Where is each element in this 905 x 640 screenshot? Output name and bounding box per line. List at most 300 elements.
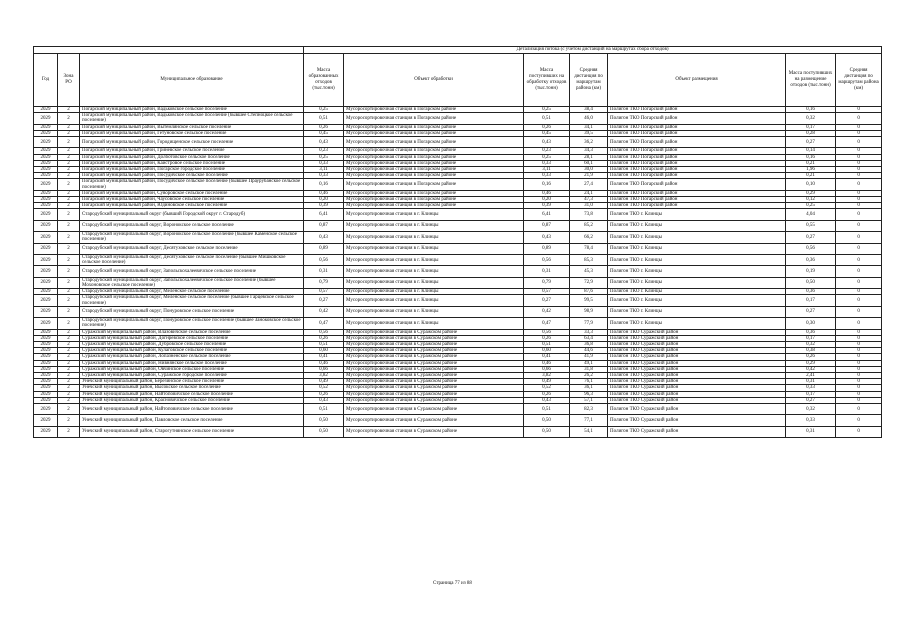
cell-municipality: Погарский муниципальный район, Погарское городское поселение — [80, 167, 304, 173]
cell-mass-generated: 0,20 — [304, 197, 344, 203]
cell-distance-processing: 82,3 — [570, 404, 608, 415]
cell-zone: 2 — [58, 255, 80, 266]
cell-placement-object: Полигон ТКО г. Клинцы — [608, 243, 786, 254]
cell-distance-placement: 0 — [836, 348, 882, 354]
cell-mass-generated: 0,26 — [304, 124, 344, 130]
cell-mass-placement: 0,21 — [786, 160, 836, 166]
cell-year: 2029 — [34, 160, 58, 166]
cell-distance-processing: 44,6 — [570, 348, 608, 354]
cell-mass-processing: 0,16 — [524, 179, 570, 190]
cell-year: 2029 — [34, 209, 58, 220]
cell-processing-object: Мусоросортировочная станция в Суражском районе — [344, 385, 524, 391]
cell-municipality: Погарский муниципальный район, Гриневское сельское поселение — [80, 148, 304, 154]
table-row — [34, 255, 882, 266]
cell-mass-generated: 0,33 — [304, 160, 344, 166]
cell-mass-generated: 0,25 — [304, 107, 344, 113]
cell-year: 2029 — [34, 154, 58, 160]
cell-year: 2029 — [34, 203, 58, 209]
cell-processing-object: Мусоросортировочная станция в Погарском районе — [344, 148, 524, 154]
cell-zone: 2 — [58, 124, 80, 130]
cell-placement-object: Полигон ТКО Погарский район — [608, 190, 786, 196]
cell-distance-processing: 24,1 — [570, 190, 608, 196]
table-row — [34, 415, 882, 426]
cell-mass-generated: 0,52 — [304, 385, 344, 391]
cell-mass-generated: 0,51 — [304, 342, 344, 348]
cell-distance-placement: 0 — [836, 167, 882, 173]
cell-distance-placement: 0 — [836, 306, 882, 317]
cell-municipality: Погарский муниципальный район, Долботовское сельское поселение — [80, 154, 304, 160]
cell-distance-placement: 0 — [836, 426, 882, 437]
cell-placement-object: Полигон ТКО Суражский район — [608, 415, 786, 426]
cell-mass-generated: 0,46 — [304, 190, 344, 196]
cell-zone: 2 — [58, 148, 80, 154]
table-row — [34, 306, 882, 317]
cell-zone: 2 — [58, 220, 80, 231]
banner-spacer — [34, 47, 304, 54]
cell-processing-object: Мусоросортировочная станция в Суражском районе — [344, 404, 524, 415]
cell-municipality: Унечский муниципальный район, Высокское сельское поселение — [80, 385, 304, 391]
cell-year: 2029 — [34, 173, 58, 179]
cell-distance-placement: 0 — [836, 197, 882, 203]
cell-distance-placement: 0 — [836, 335, 882, 341]
cell-distance-processing: 46,0 — [570, 113, 608, 124]
cell-zone: 2 — [58, 348, 80, 354]
cell-mass-placement: 0,17 — [786, 335, 836, 341]
cell-placement-object: Полигон ТКО Погарский район — [608, 179, 786, 190]
cell-municipality: Погарский муниципальный район, Юдиновское сельское поселение — [80, 203, 304, 209]
cell-zone: 2 — [58, 426, 80, 437]
cell-processing-object: Мусоросортировочная станция в Погарском районе — [344, 113, 524, 124]
cell-zone: 2 — [58, 232, 80, 243]
cell-zone: 2 — [58, 209, 80, 220]
cell-mass-processing: 3,11 — [524, 167, 570, 173]
cell-mass-generated: 0,57 — [304, 289, 344, 295]
cell-mass-generated: 0,66 — [304, 366, 344, 372]
table-row — [34, 220, 882, 231]
cell-municipality: Унечский муниципальный район, Найтоповичское сельское поселение — [80, 404, 304, 415]
cell-distance-processing: 85,2 — [570, 220, 608, 231]
cell-year: 2029 — [34, 415, 58, 426]
cell-distance-processing: 96,3 — [570, 391, 608, 397]
cell-zone: 2 — [58, 318, 80, 329]
cell-processing-object: Мусоросортировочная станция в Суражском районе — [344, 348, 524, 354]
header-mass-placement: Масса поступивших на размещение отходов (тыс.тонн) — [786, 54, 836, 107]
cell-mass-placement: 0,42 — [786, 366, 836, 372]
cell-mass-processing: 0,25 — [524, 154, 570, 160]
cell-distance-processing: 77,1 — [570, 415, 608, 426]
cell-distance-placement: 0 — [836, 232, 882, 243]
cell-distance-placement: 0 — [836, 289, 882, 295]
cell-mass-processing: 0,46 — [524, 360, 570, 366]
cell-processing-object: Мусоросортировочная станция в Суражском районе — [344, 379, 524, 385]
cell-mass-generated: 0,26 — [304, 335, 344, 341]
cell-municipality: Погарский муниципальный район, Гетуновское сельское поселение — [80, 130, 304, 136]
cell-distance-processing: 54,1 — [570, 426, 608, 437]
cell-distance-placement: 0 — [836, 379, 882, 385]
cell-mass-generated: 0,23 — [304, 148, 344, 154]
cell-distance-processing: 36,1 — [570, 385, 608, 391]
cell-year: 2029 — [34, 404, 58, 415]
cell-mass-processing: 0,46 — [524, 190, 570, 196]
cell-mass-processing: 0,50 — [524, 415, 570, 426]
cell-placement-object: Полигон ТКО Суражский район — [608, 366, 786, 372]
cell-year: 2029 — [34, 130, 58, 136]
header-row — [34, 54, 882, 107]
cell-distance-placement: 0 — [836, 397, 882, 403]
cell-mass-processing: 0,42 — [524, 306, 570, 317]
table-row — [34, 243, 882, 254]
cell-mass-processing: 0,56 — [524, 329, 570, 335]
cell-year: 2029 — [34, 289, 58, 295]
cell-placement-object: Полигон ТКО Суражский район — [608, 426, 786, 437]
cell-placement-object: Полигон ТКО Суражский район — [608, 329, 786, 335]
cell-municipality: Погарский муниципальный район, Городищенское сельское поселение — [80, 137, 304, 148]
cell-mass-generated: 0,87 — [304, 220, 344, 231]
cell-mass-processing: 0,26 — [524, 335, 570, 341]
cell-zone: 2 — [58, 306, 80, 317]
cell-distance-placement: 0 — [836, 354, 882, 360]
cell-distance-processing: 60,1 — [570, 160, 608, 166]
cell-mass-processing: 0,56 — [524, 255, 570, 266]
cell-processing-object: Мусоросортировочная станция в Суражском районе — [344, 373, 524, 379]
cell-mass-placement: 0,38 — [786, 348, 836, 354]
cell-municipality: Погарский муниципальный район, Каистровое сельское поселение — [80, 160, 304, 166]
cell-mass-processing: 0,49 — [524, 379, 570, 385]
cell-distance-processing: 66,2 — [570, 232, 608, 243]
cell-year: 2029 — [34, 366, 58, 372]
cell-placement-object: Полигон ТКО Суражский район — [608, 397, 786, 403]
cell-processing-object: Мусоросортировочная станция в Суражском районе — [344, 426, 524, 437]
cell-distance-placement: 0 — [836, 329, 882, 335]
cell-zone: 2 — [58, 366, 80, 372]
cell-mass-processing: 0,23 — [524, 148, 570, 154]
cell-mass-placement: 0,17 — [786, 391, 836, 397]
cell-year: 2029 — [34, 124, 58, 130]
cell-year: 2029 — [34, 243, 58, 254]
cell-zone: 2 — [58, 415, 80, 426]
cell-mass-placement: 0,12 — [786, 197, 836, 203]
cell-mass-processing: 0,51 — [524, 342, 570, 348]
cell-zone: 2 — [58, 329, 80, 335]
cell-mass-generated: 0,60 — [304, 348, 344, 354]
cell-distance-processing: 45,3 — [570, 266, 608, 277]
cell-processing-object: Мусоросортировочная станция в Суражском районе — [344, 354, 524, 360]
cell-zone: 2 — [58, 295, 80, 306]
cell-mass-processing: 0,45 — [524, 130, 570, 136]
cell-placement-object: Полигон ТКО Суражский район — [608, 391, 786, 397]
cell-distance-processing: 27,4 — [570, 179, 608, 190]
cell-year: 2029 — [34, 113, 58, 124]
cell-placement-object: Полигон ТКО Суражский район — [608, 335, 786, 341]
cell-municipality: Стародубский муниципальный округ, Меленское сельское поселение (бывшее Гарцевское сельское поселение) — [80, 295, 304, 306]
cell-placement-object: Полигон ТКО Погарский район — [608, 107, 786, 113]
cell-mass-placement: 0,19 — [786, 266, 836, 277]
cell-zone: 2 — [58, 404, 80, 415]
cell-distance-processing: 21,9 — [570, 173, 608, 179]
cell-placement-object: Полигон ТКО Погарский район — [608, 113, 786, 124]
cell-mass-placement: 0,55 — [786, 220, 836, 231]
cell-distance-processing: 77,9 — [570, 318, 608, 329]
cell-zone: 2 — [58, 243, 80, 254]
cell-distance-placement: 0 — [836, 415, 882, 426]
cell-mass-generated: 0,26 — [304, 391, 344, 397]
cell-distance-placement: 0 — [836, 154, 882, 160]
cell-mass-processing: 0,57 — [524, 289, 570, 295]
cell-year: 2029 — [34, 232, 58, 243]
cell-year: 2029 — [34, 397, 58, 403]
cell-mass-generated: 0,41 — [304, 354, 344, 360]
cell-zone: 2 — [58, 342, 80, 348]
cell-mass-processing: 0,27 — [524, 295, 570, 306]
header-zone: Зона РО — [58, 54, 80, 107]
cell-mass-generated: 0,43 — [304, 232, 344, 243]
cell-mass-generated: 3,82 — [304, 373, 344, 379]
cell-mass-processing: 3,82 — [524, 373, 570, 379]
cell-processing-object: Мусоросортировочная станция в Погарском районе — [344, 124, 524, 130]
cell-mass-processing: 0,51 — [524, 113, 570, 124]
cell-placement-object: Полигон ТКО Погарский район — [608, 173, 786, 179]
cell-distance-placement: 0 — [836, 124, 882, 130]
cell-zone: 2 — [58, 197, 80, 203]
cell-year: 2029 — [34, 379, 58, 385]
cell-distance-placement: 0 — [836, 137, 882, 148]
cell-zone: 2 — [58, 277, 80, 288]
cell-mass-placement: 0,21 — [786, 173, 836, 179]
cell-municipality: Суражский муниципальный район, Кулаговское сельское поселение — [80, 348, 304, 354]
cell-placement-object: Полигон ТКО Суражский район — [608, 385, 786, 391]
cell-year: 2029 — [34, 391, 58, 397]
table-row — [34, 209, 882, 220]
cell-processing-object: Мусоросортировочная станция в Погарском районе — [344, 197, 524, 203]
cell-mass-processing: 0,52 — [524, 385, 570, 391]
cell-municipality: Унечский муниципальный район, Старогутнянское сельское поселение — [80, 426, 304, 437]
cell-year: 2029 — [34, 360, 58, 366]
cell-processing-object: Мусоросортировочная станция в г. Клинцы — [344, 209, 524, 220]
cell-distance-placement: 0 — [836, 113, 882, 124]
cell-year: 2029 — [34, 167, 58, 173]
cell-placement-object: Полигон ТКО Суражский район — [608, 379, 786, 385]
cell-placement-object: Полигон ТКО Погарский район — [608, 197, 786, 203]
cell-municipality: Стародубский муниципальный округ, Меленское сельское поселение — [80, 289, 304, 295]
cell-zone: 2 — [58, 373, 80, 379]
cell-mass-placement: 0,28 — [786, 130, 836, 136]
cell-placement-object: Полигон ТКО г. Клинцы — [608, 220, 786, 231]
cell-distance-processing: 30,0 — [570, 167, 608, 173]
cell-distance-placement: 0 — [836, 255, 882, 266]
header-mass-generated: Масса образованных отходов (тыс.тонн) — [304, 54, 344, 107]
cell-mass-placement: 0,50 — [786, 277, 836, 288]
cell-processing-object: Мусоросортировочная станция в Погарском районе — [344, 167, 524, 173]
cell-municipality: Погарский муниципальный район, Вадьковское сельское поселение — [80, 107, 304, 113]
cell-distance-placement: 0 — [836, 277, 882, 288]
cell-placement-object: Полигон ТКО г. Клинцы — [608, 295, 786, 306]
cell-distance-processing: 85,3 — [570, 255, 608, 266]
cell-year: 2029 — [34, 426, 58, 437]
cell-processing-object: Мусоросортировочная станция в Суражском районе — [344, 342, 524, 348]
cell-zone: 2 — [58, 335, 80, 341]
cell-mass-placement: 1,96 — [786, 167, 836, 173]
cell-distance-processing: 34,1 — [570, 124, 608, 130]
cell-mass-placement: 0,17 — [786, 124, 836, 130]
header-mass-processing: Масса поступивших на обработку отходов (тыс.тонн) — [524, 54, 570, 107]
cell-distance-placement: 0 — [836, 342, 882, 348]
cell-processing-object: Мусоросортировочная станция в Погарском районе — [344, 154, 524, 160]
cell-placement-object: Полигон ТКО г. Клинцы — [608, 232, 786, 243]
cell-distance-processing: 63,4 — [570, 335, 608, 341]
cell-municipality: Погарский муниципальный район, Вадьковское сельское поселение (бывшее Степноцкое сельское поселение) — [80, 113, 304, 124]
cell-processing-object: Мусоросортировочная станция в Погарском районе — [344, 179, 524, 190]
cell-distance-processing: 76,1 — [570, 379, 608, 385]
cell-zone: 2 — [58, 167, 80, 173]
cell-placement-object: Полигон ТКО Суражский район — [608, 373, 786, 379]
cell-mass-placement: 0,30 — [786, 318, 836, 329]
cell-mass-processing: 0,31 — [524, 266, 570, 277]
cell-mass-placement: 0,56 — [786, 243, 836, 254]
cell-mass-generated: 0,43 — [304, 137, 344, 148]
cell-processing-object: Мусоросортировочная станция в г. Клинцы — [344, 277, 524, 288]
cell-distance-placement: 0 — [836, 404, 882, 415]
cell-mass-generated: 0,43 — [304, 397, 344, 403]
cell-distance-processing: 99,5 — [570, 295, 608, 306]
cell-mass-placement: 0,31 — [786, 379, 836, 385]
cell-zone: 2 — [58, 130, 80, 136]
cell-mass-processing: 0,60 — [524, 348, 570, 354]
cell-placement-object: Полигон ТКО Погарский район — [608, 130, 786, 136]
header-municipality: Муниципальное образование — [80, 54, 304, 107]
cell-zone: 2 — [58, 107, 80, 113]
cell-placement-object: Полигон ТКО Погарский район — [608, 203, 786, 209]
cell-year: 2029 — [34, 179, 58, 190]
cell-processing-object: Мусоросортировочная станция в Суражском районе — [344, 391, 524, 397]
cell-distance-placement: 0 — [836, 366, 882, 372]
cell-placement-object: Полигон ТКО г. Клинцы — [608, 255, 786, 266]
cell-mass-processing: 0,25 — [524, 107, 570, 113]
cell-zone: 2 — [58, 360, 80, 366]
cell-processing-object: Мусоросортировочная станция в г. Клинцы — [344, 232, 524, 243]
cell-zone: 2 — [58, 179, 80, 190]
cell-distance-processing: 72,9 — [570, 277, 608, 288]
cell-mass-generated: 0,89 — [304, 243, 344, 254]
cell-year: 2029 — [34, 335, 58, 341]
cell-year: 2029 — [34, 329, 58, 335]
cell-mass-generated: 0,50 — [304, 415, 344, 426]
cell-processing-object: Мусоросортировочная станция в Суражском районе — [344, 415, 524, 426]
cell-placement-object: Полигон ТКО Суражский район — [608, 354, 786, 360]
cell-mass-placement: 0,32 — [786, 342, 836, 348]
cell-distance-processing: 47,3 — [570, 197, 608, 203]
cell-municipality: Стародубский муниципальный округ, Запольскохалеевичское сельское поселение (бывшее Мохоновское сельское поселение) — [80, 277, 304, 288]
cell-processing-object: Мусоросортировочная станция в г. Клинцы — [344, 266, 524, 277]
cell-placement-object: Полигон ТКО Погарский район — [608, 160, 786, 166]
cell-distance-placement: 0 — [836, 173, 882, 179]
header-processing-object: Объект обработки — [344, 54, 524, 107]
cell-distance-processing: 36,2 — [570, 137, 608, 148]
cell-mass-placement: 0,27 — [786, 397, 836, 403]
cell-mass-placement: 0,17 — [786, 295, 836, 306]
cell-zone: 2 — [58, 137, 80, 148]
table-body — [34, 107, 882, 438]
cell-distance-processing: 49,1 — [570, 360, 608, 366]
cell-placement-object: Полигон ТКО Суражский район — [608, 360, 786, 366]
cell-year: 2029 — [34, 354, 58, 360]
cell-mass-generated: 0,31 — [304, 266, 344, 277]
cell-municipality: Унечский муниципальный район, Найтоповичское сельское поселение — [80, 391, 304, 397]
cell-zone: 2 — [58, 154, 80, 160]
cell-mass-processing: 0,43 — [524, 137, 570, 148]
cell-distance-placement: 0 — [836, 220, 882, 231]
cell-distance-placement: 0 — [836, 391, 882, 397]
cell-processing-object: Мусоросортировочная станция в Погарском районе — [344, 173, 524, 179]
cell-year: 2029 — [34, 148, 58, 154]
cell-mass-placement: 0,25 — [786, 203, 836, 209]
cell-year: 2029 — [34, 107, 58, 113]
cell-mass-processing: 6,41 — [524, 209, 570, 220]
document-sheet — [33, 46, 881, 438]
cell-placement-object: Полигон ТКО Суражский район — [608, 348, 786, 354]
cell-mass-generated: 0,51 — [304, 113, 344, 124]
cell-mass-processing: 0,20 — [524, 197, 570, 203]
cell-mass-processing: 0,47 — [524, 318, 570, 329]
cell-distance-processing: 57,1 — [570, 397, 608, 403]
cell-year: 2029 — [34, 348, 58, 354]
table-row — [34, 113, 882, 124]
cell-mass-placement: 2,41 — [786, 373, 836, 379]
cell-municipality: Суражский муниципальный район, Дубровское сельское поселение — [80, 342, 304, 348]
cell-mass-placement: 0,16 — [786, 107, 836, 113]
cell-municipality: Суражский муниципальный район, Влазовичское сельское поселение — [80, 329, 304, 335]
cell-placement-object: Полигон ТКО Суражский район — [608, 404, 786, 415]
cell-municipality: Стародубский муниципальный округ, Понуровское сельское поселение — [80, 306, 304, 317]
cell-year: 2029 — [34, 197, 58, 203]
cell-municipality: Суражский муниципальный район, Суражское городское поселение — [80, 373, 304, 379]
cell-mass-generated: 0,45 — [304, 130, 344, 136]
cell-mass-generated: 0,42 — [304, 306, 344, 317]
cell-processing-object: Мусоросортировочная станция в г. Клинцы — [344, 243, 524, 254]
cell-mass-generated: 0,33 — [304, 173, 344, 179]
cell-mass-generated: 0,27 — [304, 295, 344, 306]
table-banner: Детализация потока (с учетом дистанций на маршрутах сбора отходов) — [304, 47, 882, 54]
cell-mass-placement: 0,27 — [786, 137, 836, 148]
cell-processing-object: Мусоросортировочная станция в Погарском районе — [344, 107, 524, 113]
table-row — [34, 426, 882, 437]
cell-mass-placement: 0,36 — [786, 289, 836, 295]
cell-zone: 2 — [58, 391, 80, 397]
cell-mass-processing: 0,43 — [524, 232, 570, 243]
cell-processing-object: Мусоросортировочная станция в г. Клинцы — [344, 318, 524, 329]
cell-processing-object: Мусоросортировочная станция в Погарском районе — [344, 137, 524, 148]
cell-distance-placement: 0 — [836, 209, 882, 220]
cell-distance-placement: 0 — [836, 266, 882, 277]
cell-placement-object: Полигон ТКО г. Клинцы — [608, 277, 786, 288]
cell-distance-processing: 34,3 — [570, 148, 608, 154]
cell-distance-processing: 98,9 — [570, 306, 608, 317]
cell-year: 2029 — [34, 295, 58, 306]
cell-year: 2029 — [34, 266, 58, 277]
cell-mass-placement: 0,33 — [786, 415, 836, 426]
cell-distance-placement: 0 — [836, 160, 882, 166]
cell-placement-object: Полигон ТКО Погарский район — [608, 167, 786, 173]
cell-mass-placement: 0,10 — [786, 179, 836, 190]
cell-municipality: Погарский муниципальный район, Суворовское сельское поселение — [80, 190, 304, 196]
cell-processing-object: Мусоросортировочная станция в г. Клинцы — [344, 255, 524, 266]
cell-year: 2029 — [34, 342, 58, 348]
cell-mass-generated: 0,50 — [304, 426, 344, 437]
cell-mass-generated: 0,79 — [304, 277, 344, 288]
cell-zone: 2 — [58, 190, 80, 196]
cell-municipality: Погарский муниципальный район, Посудичское сельское поселение — [80, 173, 304, 179]
cell-mass-placement: 0,36 — [786, 255, 836, 266]
cell-mass-processing: 0,26 — [524, 124, 570, 130]
